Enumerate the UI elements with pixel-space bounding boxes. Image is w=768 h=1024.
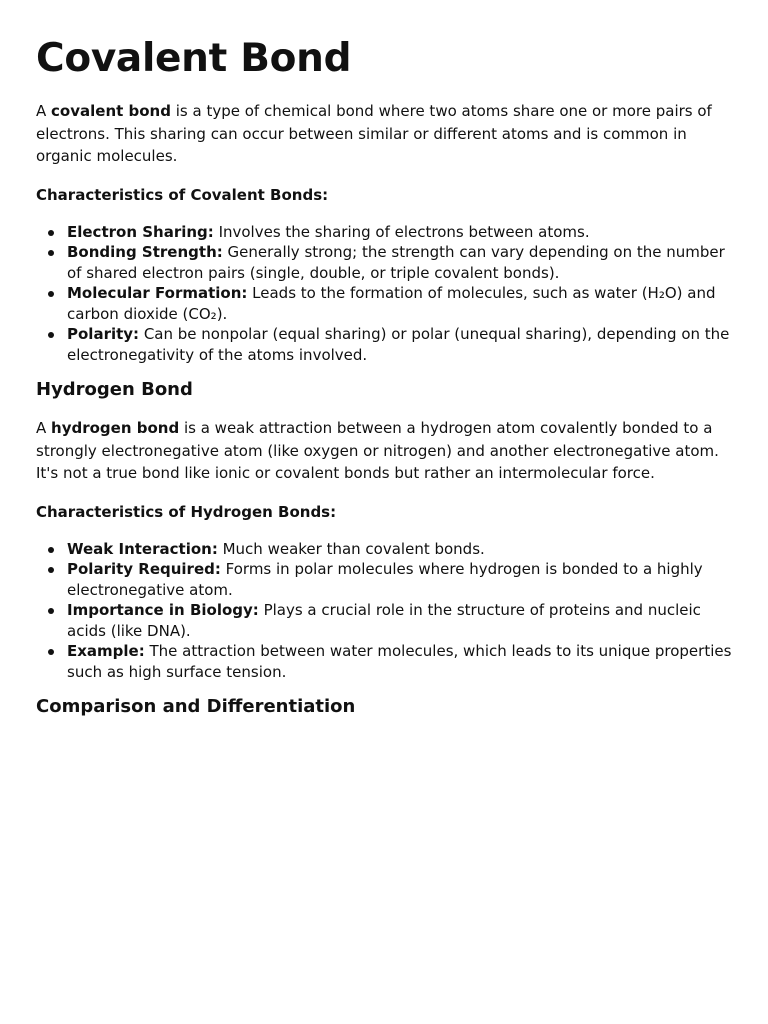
covalent-intro-text: is a type of chemical bond where two atoms share one or more pairs of electrons. This sharing can occur between similar or different atoms and is common in organic molecules. [36, 102, 712, 165]
list-item-label: Example: [67, 642, 145, 660]
list-item [36, 283, 732, 324]
hydrogen-bond-heading: Hydrogen Bond [36, 379, 193, 400]
comparison-heading: Comparison and Differentiation [36, 696, 356, 717]
list-item-text: Forms in polar molecules where hydrogen is bonded to a highly electronegative atom. [67, 560, 703, 599]
list-item [36, 242, 732, 283]
hydrogen-characteristics-list [36, 539, 732, 683]
list-item [36, 641, 732, 682]
list-item-label: Electron Sharing: [67, 222, 214, 241]
list-item [36, 324, 732, 365]
covalent-term: covalent bond [51, 102, 171, 120]
covalent-characteristics-heading: Characteristics of Covalent Bonds: [36, 185, 329, 204]
list-item-label: Bonding Strength: [67, 243, 223, 261]
covalent-intro [36, 100, 732, 168]
page-title: Covalent Bond [36, 36, 352, 81]
list-item [36, 539, 732, 560]
list-item-label: Molecular Formation: [67, 284, 248, 302]
covalent-intro-prefix: A [36, 102, 52, 120]
list-item-label: Polarity Required: [67, 560, 221, 578]
list-item-text: Can be nonpolar (equal sharing) or polar (unequal sharing), depending on the electronegativity of the atoms involved. [67, 325, 730, 364]
list-item-text: Involves the sharing of electrons between atoms. [213, 222, 590, 241]
hydrogen-intro-prefix: A [36, 419, 52, 437]
list-item-label: Weak Interaction: [67, 539, 218, 558]
list-item-text: The attraction between water molecules, which leads to its unique properties such as high surface tension. [67, 642, 732, 681]
hydrogen-intro-text: is a weak attraction between a hydrogen atom covalently bonded to a strongly electronegative atom (like oxygen or nitrogen) and another electronegative atom. It's not a true bond like ionic or covalent bonds but rather an intermolecular force. [36, 419, 719, 482]
list-item-label: Importance in Biology: [67, 601, 259, 619]
list-item [36, 600, 732, 641]
list-item-text: Much weaker than covalent bonds. [217, 539, 485, 558]
list-item-text: Generally strong; the strength can vary depending on the number of shared electron pairs (single, double, or triple covalent bonds). [67, 243, 725, 282]
list-item [36, 222, 732, 243]
list-item [36, 559, 732, 600]
list-item-text: Leads to the formation of molecules, such as water (H₂O) and carbon dioxide (CO₂). [67, 284, 716, 323]
hydrogen-term: hydrogen bond [51, 419, 180, 437]
list-item-text: Plays a crucial role in the structure of proteins and nucleic acids (like DNA). [67, 601, 701, 640]
hydrogen-intro [36, 417, 732, 485]
covalent-characteristics-list [36, 222, 732, 366]
hydrogen-characteristics-heading: Characteristics of Hydrogen Bonds: [36, 502, 337, 521]
list-item-label: Polarity: [67, 325, 140, 343]
